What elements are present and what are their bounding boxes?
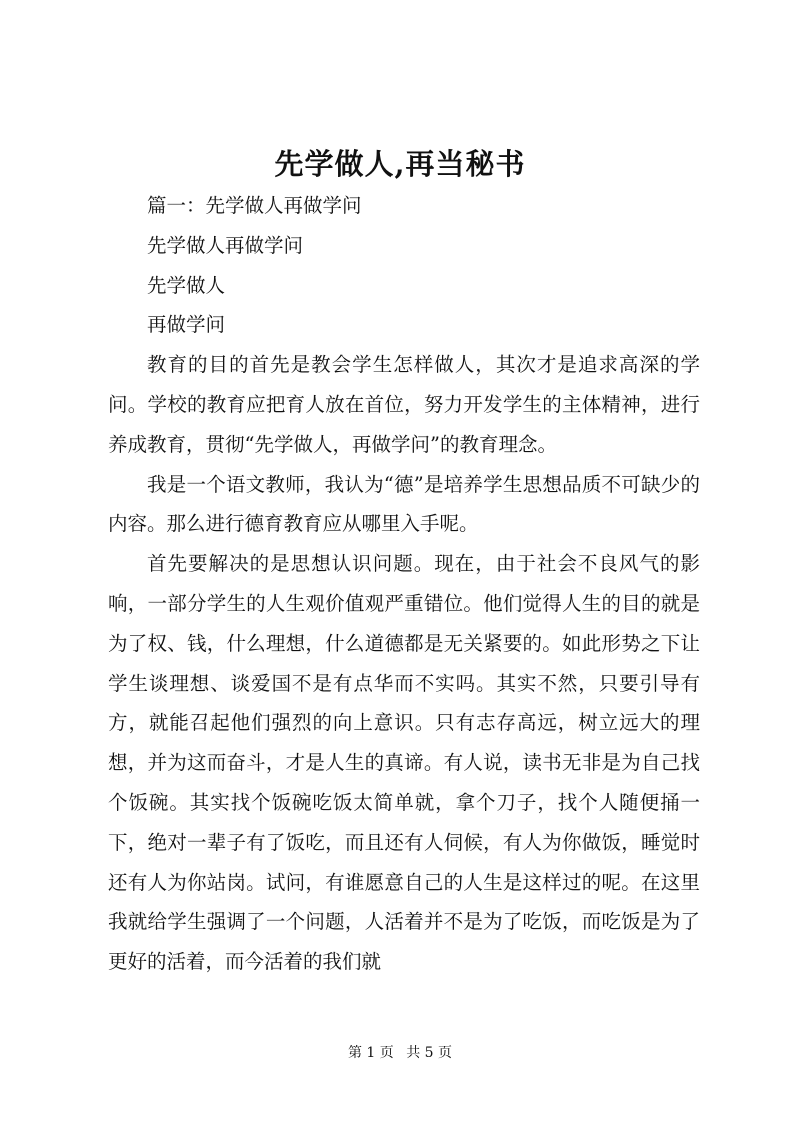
paragraph: 先学做人再做学问 bbox=[147, 233, 304, 257]
page-footer bbox=[0, 1043, 800, 1063]
document-title: 先学做人,再当秘书 bbox=[274, 147, 526, 181]
page-total: 共 5 页 bbox=[406, 1045, 453, 1061]
paragraph: 我是一个语文教师，我认为“德”是培养学生思想品质不可缺少的内容。那么进行德育教育应从哪里入手呢。 bbox=[108, 472, 700, 536]
paragraph: 先学做人 bbox=[147, 273, 226, 297]
paragraph: 首先要解决的是思想认识问题。现在，由于社会不良风气的影响，一部分学生的人生观价值观严重错位。他们觉得人生的目的就是为了权、钱，什么理想，什么道德都是无关紧要的。如此形势之下让学生谈理想、谈爱国不是有点华而不实吗。其实不然，只要引导有方，就能召起他们强烈的向上意识。只有志存高远，树立远大的理想，并为这而奋斗，才是人生的真谛。有人说，读书无非是为自己找个饭碗。其实找个饭碗吃饭太简单就，拿个刀子，找个人随便捅一下，绝对一辈子有了饭吃，而且还有人伺候，有人为你做饭，睡觉时还有人为你站岗。试问，有谁愿意自己的人生是这样过的呢。在这里我就给学生强调了一个问题，人活着并不是为了吃饭，而吃饭是为了更好的活着，而今活着的我们就 bbox=[108, 552, 700, 974]
page-number: 第 1 页 bbox=[347, 1045, 394, 1061]
paragraph: 再做学问 bbox=[147, 313, 226, 337]
paragraph: 教育的目的首先是教会学生怎样做人，其次才是追求高深的学问。学校的教育应把育人放在首位，努力开发学生的主体精神，进行养成教育，贯彻“先学做人，再做学问”的教育理念。 bbox=[108, 353, 700, 456]
document-body bbox=[108, 186, 700, 982]
paragraph: 篇一：先学做人再做学问 bbox=[147, 194, 362, 217]
